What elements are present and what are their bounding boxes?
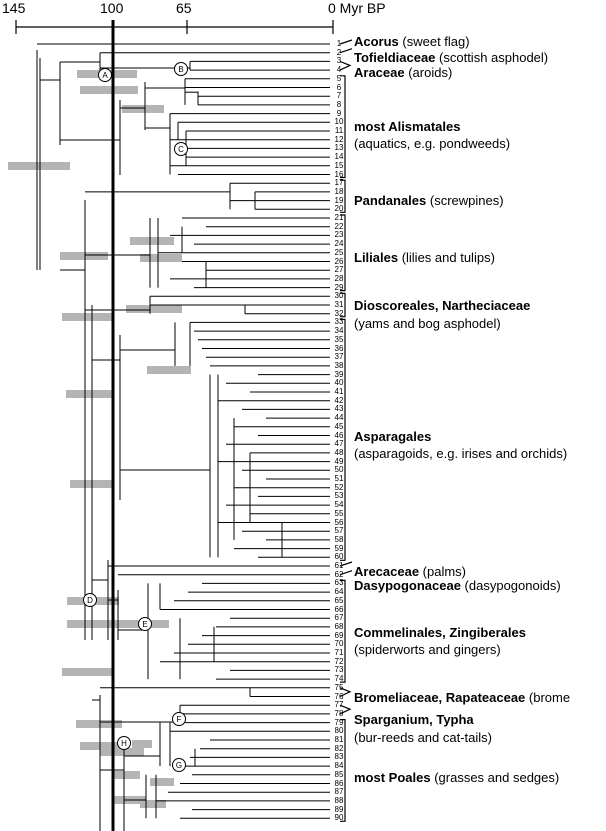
confidence-bar bbox=[112, 771, 140, 779]
leaf-number: 37 bbox=[334, 352, 344, 362]
leaf-number: 85 bbox=[334, 769, 344, 779]
group-label: Commelinales, Zingiberales bbox=[354, 625, 526, 640]
leaf-number: 50 bbox=[334, 465, 344, 475]
leaf-number: 1 bbox=[336, 39, 342, 48]
leaf-number: 60 bbox=[334, 552, 344, 562]
leaf-number: 68 bbox=[334, 621, 344, 631]
leaf-number: 66 bbox=[334, 604, 344, 614]
leaf-number: 46 bbox=[334, 430, 344, 440]
leaf-number: 41 bbox=[334, 387, 344, 396]
leaf-number: 84 bbox=[334, 761, 344, 771]
confidence-bar bbox=[80, 86, 138, 94]
leaf-number: 70 bbox=[334, 639, 344, 649]
group-label: (spiderworts and gingers) bbox=[354, 642, 501, 657]
confidence-bar bbox=[126, 305, 182, 313]
leaf-number: 15 bbox=[334, 160, 344, 170]
node-marker-c: C bbox=[174, 142, 188, 156]
leaf-number: 21 bbox=[334, 213, 344, 222]
leaf-number: 63 bbox=[334, 578, 344, 588]
confidence-bar bbox=[130, 237, 174, 245]
leaf-number: 11 bbox=[334, 126, 344, 135]
group-label: most Alismatales bbox=[354, 119, 461, 134]
group-label: Dioscoreales, Nartheciaceae bbox=[354, 298, 531, 313]
leaf-number: 78 bbox=[334, 708, 344, 718]
leaf-number: 74 bbox=[334, 674, 344, 684]
node-marker-g: G bbox=[172, 758, 186, 772]
group-label: Pandanales (screwpines) bbox=[354, 193, 504, 208]
leaf-number: 53 bbox=[334, 491, 344, 501]
leaf-number: 79 bbox=[334, 717, 344, 727]
confidence-bar bbox=[66, 390, 112, 398]
leaf-number: 30 bbox=[334, 291, 344, 301]
leaf-number: 32 bbox=[334, 308, 344, 318]
axis-tick-label: 65 bbox=[176, 0, 192, 16]
leaf-number: 10 bbox=[334, 117, 344, 127]
leaf-number: 48 bbox=[334, 447, 344, 457]
group-label: Tofieldiaceae (scottish asphodel) bbox=[354, 50, 549, 65]
leaf-number: 8 bbox=[336, 99, 342, 109]
confidence-bar bbox=[8, 162, 70, 170]
leaf-number: 36 bbox=[334, 343, 344, 353]
leaf-number: 3 bbox=[336, 56, 342, 66]
leaf-number: 58 bbox=[334, 534, 344, 544]
group-label: Liliales (lilies and tulips) bbox=[354, 250, 495, 265]
leaf-number: 39 bbox=[334, 369, 344, 379]
leaf-number: 19 bbox=[334, 195, 344, 205]
leaf-number: 12 bbox=[334, 134, 344, 144]
leaf-number: 18 bbox=[334, 186, 344, 196]
confidence-bar bbox=[62, 313, 112, 321]
confidence-bar bbox=[132, 740, 152, 748]
confidence-bar bbox=[62, 668, 112, 676]
time-axis bbox=[16, 20, 333, 34]
group-label: (bur-reeds and cat-tails) bbox=[354, 730, 492, 745]
leaf-number: 23 bbox=[334, 230, 344, 240]
leaf-number: 57 bbox=[334, 526, 344, 536]
axis-tick-label: 0 Myr BP bbox=[328, 0, 386, 16]
leaf-number: 62 bbox=[334, 569, 344, 579]
confidence-bar bbox=[67, 620, 133, 628]
leaf-number: 55 bbox=[334, 508, 344, 518]
leaf-number: 34 bbox=[334, 326, 344, 336]
leaf-number: 52 bbox=[334, 482, 344, 492]
leaf-number: 67 bbox=[334, 613, 344, 623]
leaf-number: 29 bbox=[334, 282, 344, 292]
leaf-number: 90 bbox=[334, 813, 344, 823]
axis-tick-label: 145 bbox=[2, 0, 26, 16]
leaf-number: 27 bbox=[334, 265, 344, 275]
group-label: Arecaceae (palms) bbox=[354, 564, 467, 579]
leaf-number: 72 bbox=[334, 656, 344, 666]
leaf-number: 2 bbox=[336, 47, 342, 57]
leaf-number: 75 bbox=[334, 682, 344, 692]
leaf-number: 7 bbox=[336, 91, 342, 101]
group-label: most Poales (grasses and sedges) bbox=[354, 770, 560, 785]
leaf-number: 73 bbox=[334, 665, 344, 675]
leaf-number: 28 bbox=[334, 273, 344, 283]
confidence-bar bbox=[150, 778, 174, 786]
leaf-number: 49 bbox=[334, 456, 344, 466]
leaf-number: 81 bbox=[334, 735, 344, 744]
leaf-number: 44 bbox=[334, 413, 344, 423]
leaf-number: 35 bbox=[334, 334, 344, 344]
leaf-number: 31 bbox=[334, 300, 344, 309]
confidence-bar bbox=[122, 105, 164, 113]
leaf-number: 33 bbox=[334, 317, 344, 327]
node-marker-b: B bbox=[174, 62, 188, 76]
leaf-number: 26 bbox=[334, 256, 344, 266]
group-label: (aquatics, e.g. pondweeds) bbox=[354, 136, 511, 151]
leaf-number: 87 bbox=[334, 787, 344, 797]
leaf-number: 89 bbox=[334, 804, 344, 814]
leaf-number: 14 bbox=[334, 152, 344, 162]
node-marker-e: E bbox=[138, 617, 152, 631]
leaf-number: 83 bbox=[334, 752, 344, 762]
leaf-number: 24 bbox=[334, 239, 344, 249]
confidence-bar bbox=[147, 366, 191, 374]
group-label: (asparagoids, e.g. irises and orchids) bbox=[354, 446, 568, 461]
leaf-number: 40 bbox=[334, 378, 344, 388]
leaf-number: 56 bbox=[334, 517, 344, 527]
leaf-number: 80 bbox=[334, 726, 344, 736]
leaf-number: 77 bbox=[334, 700, 344, 710]
leaf-number: 69 bbox=[334, 630, 344, 640]
leaf-number: 76 bbox=[334, 691, 344, 701]
node-marker-a: A bbox=[98, 68, 112, 82]
node-marker-h: H bbox=[117, 736, 131, 750]
leaf-number: 25 bbox=[334, 247, 344, 257]
leaf-number: 42 bbox=[334, 395, 344, 405]
leaf-number: 6 bbox=[336, 82, 342, 92]
leaf-number: 38 bbox=[334, 360, 344, 370]
leaf-number: 88 bbox=[334, 795, 344, 805]
group-label: Asparagales bbox=[354, 429, 432, 444]
confidence-bar bbox=[70, 480, 112, 488]
group-label: Sparganium, Typha bbox=[354, 712, 474, 727]
leaf-number: 61 bbox=[334, 561, 344, 570]
leaf-number: 64 bbox=[334, 587, 344, 597]
leaf-number: 5 bbox=[336, 73, 342, 83]
leaf-number: 13 bbox=[334, 143, 344, 153]
group-label: Bromeliaceae, Rapateaceae (brome bbox=[354, 690, 571, 705]
leaf-number: 4 bbox=[336, 65, 342, 75]
leaf-number: 22 bbox=[334, 221, 344, 231]
group-label: Acorus (sweet flag) bbox=[354, 34, 470, 49]
group-label: Araceae (aroids) bbox=[354, 65, 453, 80]
confidence-bar bbox=[60, 252, 108, 260]
axis-tick-label: 100 bbox=[100, 0, 124, 16]
leaf-number: 9 bbox=[336, 108, 342, 118]
leaf-number: 43 bbox=[334, 404, 344, 414]
confidence-bar bbox=[76, 720, 122, 728]
leaf-number: 47 bbox=[334, 439, 344, 449]
leaf-number: 59 bbox=[334, 543, 344, 553]
group-label: (yams and bog asphodel) bbox=[354, 316, 501, 331]
node-marker-f: F bbox=[172, 712, 186, 726]
leaf-number: 65 bbox=[334, 595, 344, 605]
group-label: Dasypogonaceae (dasypogonoids) bbox=[354, 578, 561, 593]
leaf-number: 17 bbox=[334, 178, 344, 188]
leaf-number: 51 bbox=[334, 474, 344, 483]
leaf-number: 20 bbox=[334, 204, 344, 214]
node-marker-d: D bbox=[83, 593, 97, 607]
leaf-number: 86 bbox=[334, 778, 344, 788]
leaf-number: 54 bbox=[334, 500, 344, 510]
leaf-number: 71 bbox=[334, 648, 344, 657]
leaf-number: 82 bbox=[334, 743, 344, 753]
leaf-number: 45 bbox=[334, 421, 344, 431]
leaf-number: 16 bbox=[334, 169, 344, 179]
